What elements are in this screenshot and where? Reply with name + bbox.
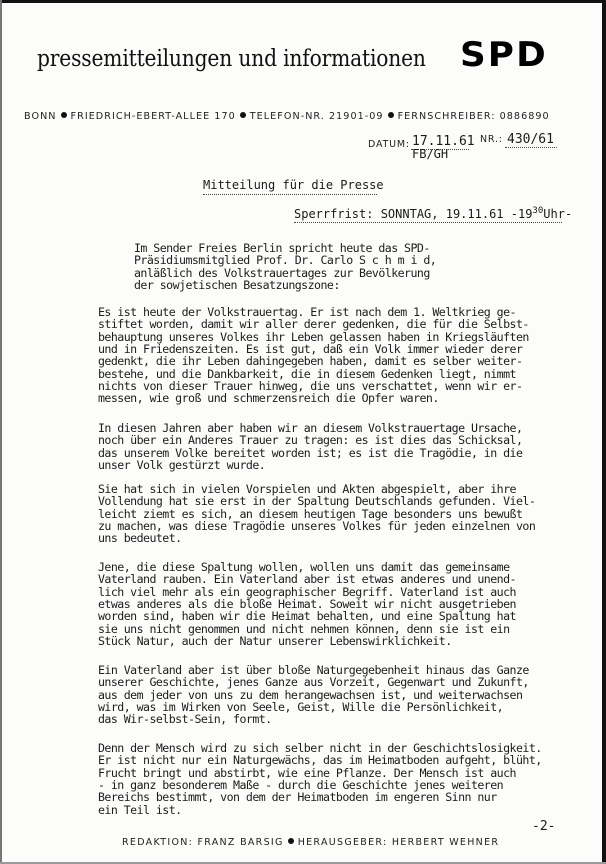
text-line: das Wir-selbst-Sein, formt. [98,712,272,727]
address-telex: FERNSCHREIBER: 0886890 [397,111,550,122]
initials: FB/GH [412,147,449,161]
bullet-icon [288,838,294,844]
text-line: Stück Natur, auch der Natur unserer Lebenswirklichkeit. [98,634,452,649]
text-line: Präsidiumsmitglied Prof. Dr. Carlo S c h m i d, [134,253,437,268]
text-line: gedenkt, die ihr Leben dahingegeben haben, damit es selber weiter- [98,354,523,369]
press-heading: Mitteilung für die Presse [203,178,384,192]
paragraph-4 [98,561,516,647]
bullet-icon [388,112,394,118]
text-line: das unserem Volke bereitet worden ist; es ist die Tragödie, in die [98,445,523,460]
spd-logo: SPD [460,35,548,75]
text-line: unser Volk gestürzt wurde. [98,458,266,473]
text-line: aus dem jeder von uns zu dem herangewachsen ist, und weiterwachsen [98,687,523,702]
datum-value: 17.11.61 [412,134,475,149]
footer [122,837,499,848]
paragraph-6 [98,742,542,816]
nr-value: 430/61 [507,132,554,147]
sperrfrist-suffix: Uhr- [543,207,573,221]
sperrfrist-underline [294,222,562,223]
text-line: leicht ziemt es sich, an diesem heutigen Tage besonders uns bewußt [98,506,523,521]
address-city: BONN [24,111,57,122]
address-phone: TELEFON-NR. 21901-09 [249,111,384,122]
bullet-icon [61,112,67,118]
text-line: noch über ein Anderes Trauer zu tragen: es ist dies das Schicksal, [98,433,523,448]
text-line: Frucht bringt und abstirbt, wie eine Pflanze. Der Mensch ist auch [98,765,516,780]
intro-paragraph [134,242,436,291]
text-line: stiftet worden, damit wir aller derer gedenken, die für die Selbst- [98,317,529,332]
text-line: und in Friedenszeiten. Es ist gut, daß ein Volk immer wieder derer [98,342,523,357]
text-line: behauptung unseres Volkes ihr Leben gelassen haben in Kriegsläuften [98,329,529,344]
text-line: Ein Vaterland aber ist über bloße Naturgegebenheit hinaus das Ganze [98,663,529,677]
text-line: sie uns nicht genommen und nicht nehmen können, denn sie ist ein [98,621,510,636]
page-marker: -2- [532,819,556,834]
text-line: messen, wie groß und schmerzensreich die Opfer waren. [98,391,439,406]
sperrfrist-minutes: 30 [532,206,544,216]
text-line: zu machen, was diese Tragödie unseres Volkes für jeden einzelnen von [98,519,536,534]
datum-label: DATUM: [368,139,410,150]
scan-border-top [0,0,606,3]
paragraph-5 [98,664,529,726]
address-line [24,111,550,122]
text-line: wird, was im Wirken von Seele, Geist, Wille die Persönlichkeit, [98,700,504,715]
scan-border-right [602,0,606,864]
text-line: uns bedeutet. [98,531,182,546]
masthead-title: pressemitteilungen und informationen [37,46,426,72]
nr-label: NR.: [480,134,503,145]
paragraph-2 [98,422,522,471]
text-line: Denn der Mensch wird zu sich selber nicht in der Geschichtslosigkeit. [98,741,542,755]
footer-redaktion: REDAKTION: FRANZ BARSIG [122,837,284,848]
heading-underline [203,194,377,195]
text-line: Sie hat sich in vielen Vorspielen und Akten abgespielt, aber ihre [98,482,516,496]
text-line: lich viel mehr als ein geographischer Begriff. Vaterland ist auch [98,584,516,599]
text-line: bestehe, und die Dankbarkeit, die in diesem Gedenken liegt, nimmt [98,366,516,381]
paragraph-3 [98,483,535,545]
nr-underline [505,147,557,148]
text-line: Vaterland rauben. Ein Vaterland aber ist etwas anderes und unend- [98,572,516,587]
sperrfrist [294,206,572,221]
text-line: In diesen Jahren aber haben wir an diesem Volkstrauertage Ursache, [98,421,523,435]
text-line: Im Sender Freies Berlin spricht heute das SPD- [134,241,430,255]
text-line: etwas anderes als die bloße Heimat. Soweit wir nicht ausgetrieben [98,597,516,612]
address-street: FRIEDRICH-EBERT-ALLEE 170 [70,111,236,122]
text-line: der sowjetischen Besatzungszone: [134,278,340,293]
text-line: worden sind, haben wir die Heimat behalten, und eine Spaltung hat [98,609,516,624]
bullet-icon [240,112,246,118]
text-line: - in ganz besonderem Maße - durch die Geschichte jenes weiteren [98,778,504,793]
text-line: unserer Geschichte, jenes Ganze aus Vorzeit, Gegenwart und Zukunft, [98,675,529,690]
sperrfrist-text: Sperrfrist: SONNTAG, 19.11.61 -19 [294,207,533,221]
text-line: anläßlich des Volkstrauertages zur Bevölkerung [134,265,430,280]
text-line: ein Teil ist. [98,802,182,817]
text-line: Bereichs bestimmt, von dem der Heimatboden im engeren Sinn nur [98,790,497,805]
footer-herausgeber: HERAUSGEBER: HERBERT WEHNER [297,837,500,848]
text-line: Jene, die diese Spaltung wollen, wollen uns damit das gemeinsame [98,560,510,574]
text-line: Es ist heute der Volkstrauertag. Er ist nach dem 1. Weltkrieg ge- [98,305,516,319]
text-line: Er ist nicht nur ein Naturgewächs, das im Heimatboden aufgeht, blüht, [98,753,542,768]
scan-border-left [0,0,2,864]
text-line: Vollendung hat sie erst in der Spaltung Deutschlands gefunden. Viel- [98,494,536,509]
text-line: nichts von dieser Trauer hinweg, die uns verschattet, wenn wir er- [98,379,523,394]
paragraph-1 [98,306,529,405]
